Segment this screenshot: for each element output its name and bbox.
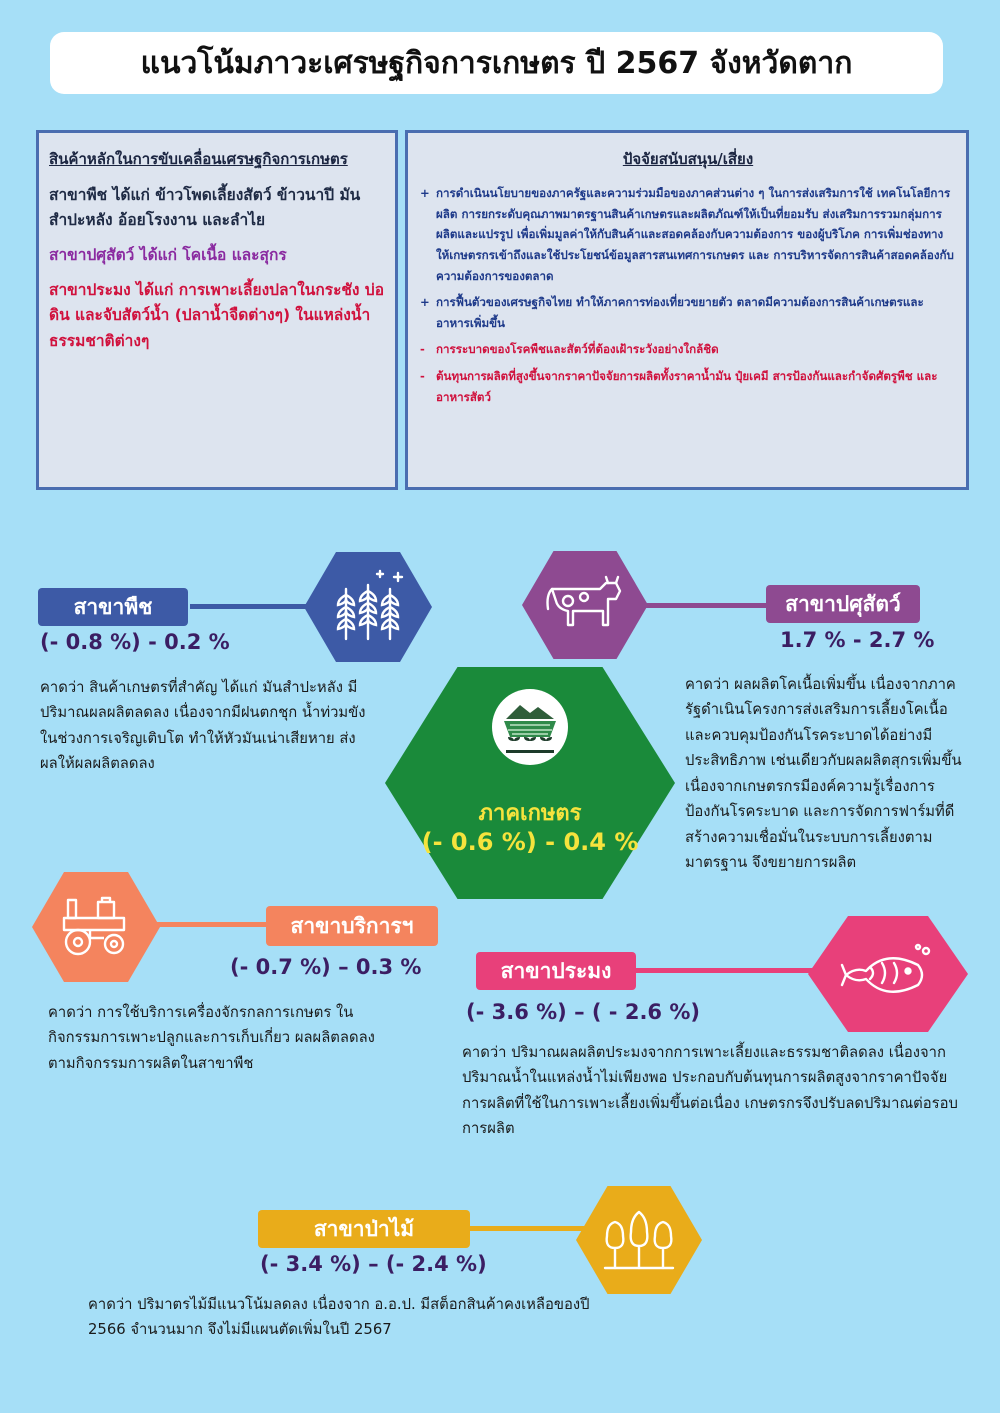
fishery-range: (- 3.6 %) – ( - 2.6 %) [466,1000,700,1024]
forestry-connector [468,1226,588,1231]
trees-icon [576,1186,702,1294]
main-products-livestock: สาขาปศุสัตว์ ได้แก่ โคเนื้อ และสุกร [49,246,287,265]
cow-icon [522,551,648,659]
fish-icon [808,916,968,1032]
factor-sign: + [420,295,430,310]
factors-box [405,130,969,490]
factor-sign: - [420,342,425,357]
center-hexagon [385,667,675,899]
plant-description: คาดว่า สินค้าเกษตรที่สำคัญ ได้แก่ มันสำปะหลัง มีปริมาณผลผลิตลดลง เนื่องจากมีฝนตกชุก น้ำท่วมขัง ในช่วงการเจริญเติบโต ทำให้หัวมันเน่าเสียหาย ส่งผลให้ผลผลิตลดลง [40,679,366,773]
plant-connector [190,604,320,609]
main-products-fishery: สาขาประมง ได้แก่ การเพาะเลี้ยงปลาในกระชัง บ่อดิน และจับสัตว์น้ำ (ปลาน้ำจืดต่างๆ) ในแหล่งน้ำธรรมชาติต่างๆ [49,281,385,350]
factor-item [420,292,956,333]
forestry-description: คาดว่า ปริมาตรไม้มีแนวโน้มลดลง เนื่องจาก อ.อ.ป. มีสต็อกสินค้าคงเหลือของปี 2566 จำนวนมาก จึงไม่มีแผนตัดเพิ่มในปี 2567 [88,1296,590,1339]
factor-sign: - [420,369,425,383]
factor-sign: + [420,186,430,200]
forestry-range: (- 3.4 %) – (- 2.4 %) [260,1252,487,1276]
tractor-icon [32,872,160,982]
page-title: แนวโน้มภาวะเศรษฐกิจการเกษตร ปี 2567 จังหวัดตาก [140,45,853,81]
main-products-plant: สาขาพืช ได้แก่ ข้าวโพดเลี้ยงสัตว์ ข้าวนาปี มันสำปะหลัง อ้อยโรงงาน และลำไย [49,186,361,230]
service-range: (- 0.7 %) – 0.3 % [230,955,422,979]
factor-text: ต้นทุนการผลิตที่สูงขึ้นจากราคาปัจจัยการผลิตทั้งราคาน้ำมัน ปุ๋ยเคมี สารป้องกันและกำจัดศัตรูพืช และอาหารสัตว์ [436,369,938,404]
plant-range: (- 0.8 %) - 0.2 % [40,630,230,654]
main-products-box [36,130,398,490]
farm-field-icon [492,689,568,765]
factor-item [420,366,956,407]
fishery-description: คาดว่า ปริมาณผลผลิตประมงจากการเพาะเลี้ยงและธรรมชาติลดลง เนื่องจากปริมาณน้ำในแหล่งน้ำไม่เพียงพอ ประกอบกับต้นทุนการผลิตสูงจากราคาปัจจัยการผลิตที่ใช้ในการเพาะเลี้ยงเพิ่มขึ้นต่อเนื่อง เกษตรกรจึงปรับลดปริมาณต่อรอบการผลิต [462,1044,958,1138]
forestry-label: สาขาป่าไม้ [258,1210,470,1248]
factors-heading: ปัจจัยสนับสนุน/เสี่ยง [622,150,754,168]
main-products-heading: สินค้าหลักในการขับเคลื่อนเศรษฐกิจการเกษตร [49,150,348,168]
plant-label: สาขาพืช [38,588,188,626]
service-label: สาขาบริการฯ [266,906,438,946]
fishery-connector [634,968,824,973]
livestock-description: คาดว่า ผลผลิตโคเนื้อเพิ่มขึ้น เนื่องจากภาครัฐดำเนินโครงการส่งเสริมการเลี้ยงโคเนื้อ และควบคุมป้องกันโรคระบาดได้อย่างมีประสิทธิภาพ เช่นเดียวกับผลผลิตสุกรเพิ่มขึ้น เนื่องจากเกษตรกรมีองค์ความรู้เรื่องการป้องกันโรคระบาด และการจัดการฟาร์มที่ดี สร้างความเชื่อมั่นในระบบการเลี้ยงตามมาตรฐาน จึงขยายการผลิต [685,676,962,872]
factor-text: การฟื้นตัวของเศรษฐกิจไทย ทำให้ภาคการท่องเที่ยวขยายตัว ตลาดมีความต้องการสินค้าเกษตรและ อาหารเพิ่มขึ้น [436,295,924,330]
fishery-label: สาขาประมง [476,952,636,990]
factor-item [420,183,956,286]
livestock-label: สาขาปศุสัตว์ [766,585,920,623]
center-title: ภาคเกษตร [478,801,582,826]
title-bar [50,32,943,94]
wheat-icon [304,552,432,662]
factor-text: การดำเนินนโยบายของภาครัฐและความร่วมมือของภาคส่วนต่าง ๆ ในการส่งเสริมการใช้ เทคโนโลยีการผลิต การยกระดับคุณภาพมาตรฐานสินค้าเกษตรและผลิตภัณฑ์ให้เป็นที่ยอมรับ ส่งเสริมการรวมกลุ่มการผลิตและแปรรูป เพื่อเพิ่มมูลค่าให้กับสินค้าและสอดคล้องกับความต้องการ ของผู้บริโภค การเพิ่มช่องทางให้เกษตรกรเข้าถึงและใช้ประโยชน์ข้อมูลสารสนเทศการเกษตร และ การบริหารจัดการสินค้าสอดคล้องกับความต้องการของตลาด [436,186,954,283]
factor-item [420,339,956,360]
factor-text: การระบาดของโรคพืชและสัตว์ที่ต้องเฝ้าระวังอย่างใกล้ชิด [436,342,719,357]
center-range: (- 0.6 %) - 0.4 % [421,828,639,856]
service-description: คาดว่า การใช้บริการเครื่องจักรกลการเกษตร ในกิจกรรมการเพาะปลูกและการเก็บเกี่ยว ผลผลิตลดลงตามกิจกรรมการผลิตในสาขาพืช [48,1004,375,1072]
livestock-range: 1.7 % - 2.7 % [780,628,935,652]
